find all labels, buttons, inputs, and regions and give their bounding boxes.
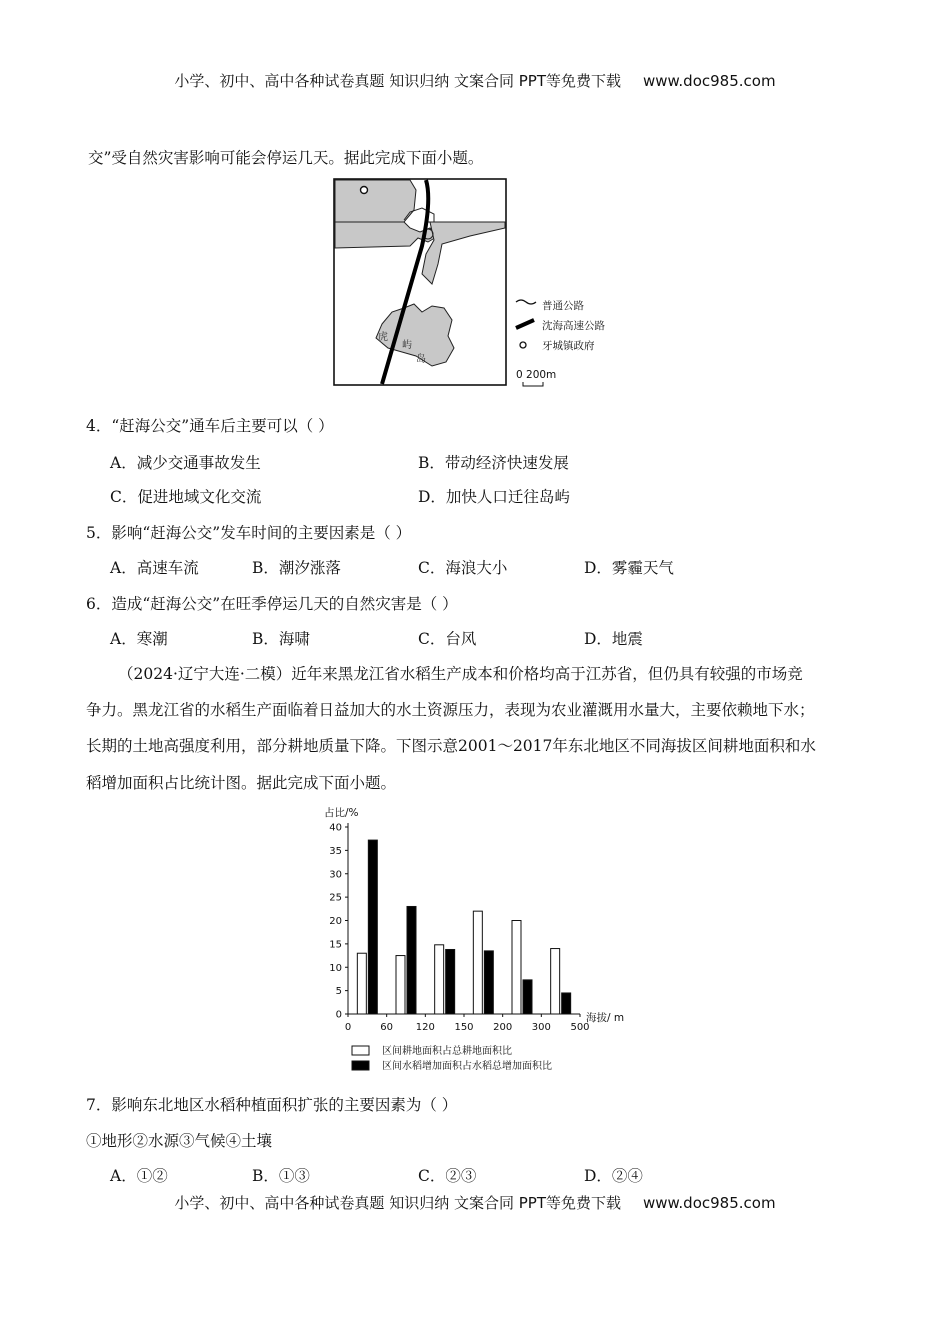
y-tick-label: 10 xyxy=(329,962,342,974)
x-tick-label: 0 xyxy=(344,1022,352,1033)
q5-option-c[interactable]: C．海浪大小 xyxy=(418,559,508,577)
legend-swatch-cropland xyxy=(352,1046,369,1055)
q7-option-c[interactable]: C．②③ xyxy=(418,1167,477,1185)
map-figure xyxy=(330,176,620,390)
bar-cropland xyxy=(396,956,405,1014)
bar-cropland xyxy=(357,953,366,1014)
legend-highway: 沈海高速公路 xyxy=(542,320,605,332)
legend-label-rice: 区间水稻增加面积占水稻总增加面积比 xyxy=(382,1061,552,1072)
q4-option-b[interactable]: B．带动经济快速发展 xyxy=(418,454,569,472)
island-label-2: 屿 xyxy=(402,340,412,351)
y-tick-label: 20 xyxy=(329,916,342,927)
q7-option-d[interactable]: D．②④ xyxy=(584,1167,643,1185)
q6-option-c[interactable]: C．台风 xyxy=(418,630,477,648)
footer-text: 小学、初中、高中各种试卷真题 知识归纳 文案合同 PPT等免费下载 xyxy=(174,1194,621,1212)
legend-road-symbol xyxy=(516,300,536,304)
header-site: www.doc985.com xyxy=(642,72,776,90)
page-footer xyxy=(0,1192,950,1213)
q4-option-c[interactable]: C．促进地域文化交流 xyxy=(110,488,262,506)
page-header xyxy=(0,70,950,91)
x-tick-label: 120 xyxy=(415,1022,435,1033)
bar-chart xyxy=(318,800,638,1080)
passage-line-3: 长期的土地高强度利用，部分耕地质量下降。下图示意2001～2017年东北地区不同海拔区间耕地面积和水 xyxy=(86,737,816,755)
land-northwest xyxy=(335,180,416,222)
legend-gov-symbol xyxy=(520,342,526,348)
q6-option-b[interactable]: B．海啸 xyxy=(252,630,310,648)
chart-ylabel: 占比/% xyxy=(324,807,359,819)
q5-option-b[interactable]: B．潮汐涨落 xyxy=(252,559,341,577)
legend-highway-symbol xyxy=(516,320,534,328)
q6-option-a[interactable]: A．寒潮 xyxy=(110,630,168,648)
bar-rice xyxy=(484,951,493,1014)
legend-label-cropland: 区间耕地面积占总耕地面积比 xyxy=(382,1046,512,1057)
x-tick-label: 200 xyxy=(493,1022,513,1033)
x-tick-label: 300 xyxy=(531,1022,551,1033)
q7-option-a[interactable]: A．①② xyxy=(110,1167,168,1185)
q6-option-d[interactable]: D．地震 xyxy=(584,630,643,648)
q4-option-d[interactable]: D．加快人口迁往岛屿 xyxy=(418,488,570,506)
y-tick-label: 25 xyxy=(329,892,342,904)
scale-bar xyxy=(523,382,543,386)
q4-option-a[interactable]: A．减少交通事故发生 xyxy=(110,454,261,472)
bar-rice xyxy=(446,949,455,1014)
q7-option-b[interactable]: B．①③ xyxy=(252,1167,310,1185)
bar-rice xyxy=(368,840,377,1014)
q6-stem: 6．造成“赶海公交”在旺季停运几天的自然灾害是（ ） xyxy=(86,595,458,613)
legend-gov: 牙城镇政府 xyxy=(542,340,595,352)
q4-stem: 4．“赶海公交”通车后主要可以（ ） xyxy=(86,417,334,435)
q5-stem: 5．影响“赶海公交”发车时间的主要因素是（ ） xyxy=(86,524,412,542)
bar-cropland xyxy=(551,949,560,1014)
q5-option-d[interactable]: D．雾霾天气 xyxy=(584,559,674,577)
q7-sub: ①地形②水源③气候④土壤 xyxy=(86,1132,273,1150)
intro-line: 交”受自然灾害影响可能会停运几天。据此完成下面小题。 xyxy=(88,149,484,167)
y-tick-label: 5 xyxy=(335,986,342,998)
passage-line-1: （2024·辽宁大连·二模）近年来黑龙江省水稻生产成本和价格均高于江苏省，但仍具有较强的市场竞 xyxy=(118,665,803,683)
island-label-1: 虎 xyxy=(378,332,388,343)
bar-cropland xyxy=(473,911,482,1014)
q7-stem: 7．影响东北地区水稻种植面积扩张的主要因素为（ ） xyxy=(86,1096,458,1114)
y-tick-label: 35 xyxy=(329,845,342,857)
x-tick-label: 500 xyxy=(570,1022,590,1033)
bar-rice xyxy=(562,993,571,1014)
header-text: 小学、初中、高中各种试卷真题 知识归纳 文案合同 PPT等免费下载 xyxy=(174,72,621,90)
legend-swatch-rice xyxy=(352,1061,369,1070)
bar-cropland xyxy=(435,945,444,1014)
y-tick-label: 30 xyxy=(329,869,342,881)
q5-option-a[interactable]: A．高速车流 xyxy=(110,559,199,577)
passage-line-4: 稻增加面积占比统计图。据此完成下面小题。 xyxy=(86,774,397,792)
scale-label: 0 200m xyxy=(516,369,557,381)
bar-cropland xyxy=(512,921,521,1015)
bar-rice xyxy=(523,980,532,1014)
footer-site: www.doc985.com xyxy=(642,1194,776,1212)
island-label-3: 岛 xyxy=(416,354,426,365)
town-gov-marker xyxy=(361,187,368,194)
passage-line-2: 争力。黑龙江省的水稻生产面临着日益加大的水土资源压力，表现为农业灌溉用水量大，主要依赖地下水； xyxy=(86,701,815,719)
y-tick-label: 15 xyxy=(329,939,342,951)
bar-rice xyxy=(407,906,416,1014)
x-tick-label: 150 xyxy=(454,1022,474,1033)
y-tick-label: 0 xyxy=(335,1009,342,1021)
legend-road: 普通公路 xyxy=(542,300,584,312)
chart-xlabel: 海拔/ m xyxy=(586,1012,625,1024)
y-tick-label: 40 xyxy=(329,822,342,834)
x-tick-label: 60 xyxy=(380,1022,394,1033)
